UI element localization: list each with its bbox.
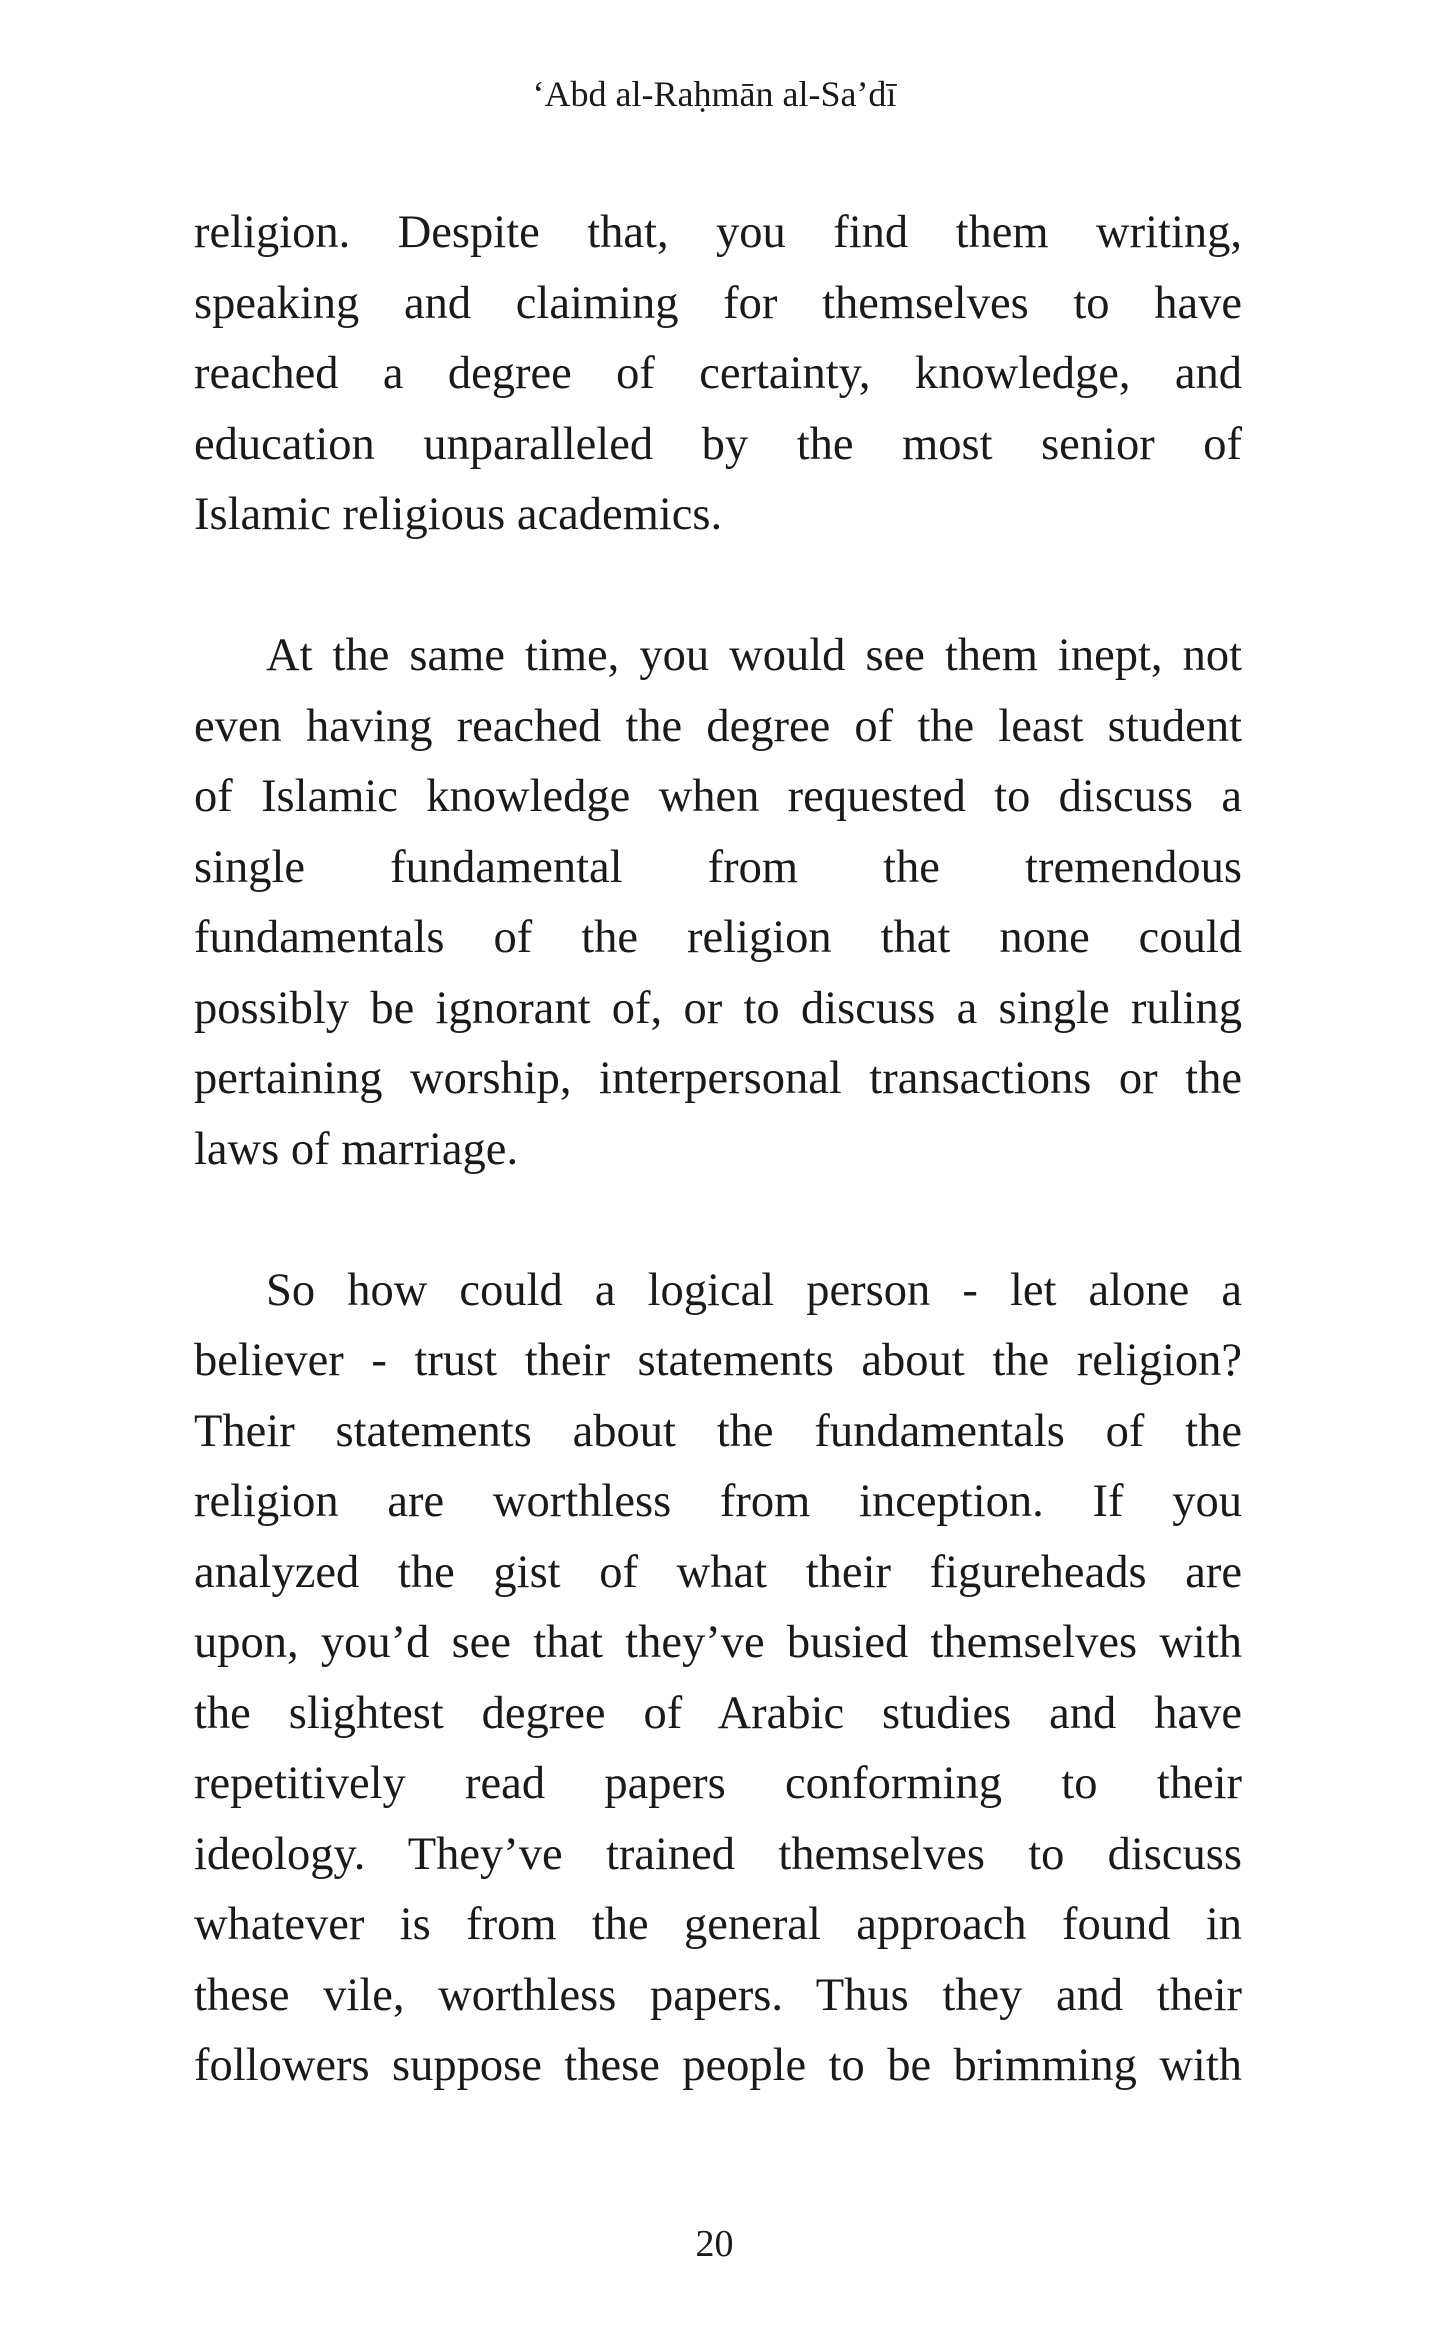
text-line: religion. Despite that, you find them writing, xyxy=(194,207,1242,258)
text-line: reached a degree of certainty, knowledge, and xyxy=(194,348,1242,399)
text-line: pertaining worship, interpersonal transactions or the xyxy=(194,1053,1242,1104)
text-line: laws of marriage. xyxy=(194,1123,519,1175)
text-line: So how could a logical person - let alone a xyxy=(266,1264,1242,1316)
body-text xyxy=(194,198,1242,2102)
text-line: speaking and claiming for themselves to have xyxy=(194,277,1242,329)
running-header: ‘Abd al-Raḥmān al-Sa’dī xyxy=(532,74,897,114)
text-line: religion are worthless from inception. If you xyxy=(194,1476,1242,1527)
text-line: whatever is from the general approach found in xyxy=(194,1899,1242,1950)
text-line: of Islamic knowledge when requested to discuss a xyxy=(194,771,1242,822)
text-line: Islamic religious academics. xyxy=(194,489,723,540)
text-line: possibly be ignorant of, or to discuss a single ruling xyxy=(194,982,1242,1034)
paragraph-1 xyxy=(194,198,1242,551)
text-line: education unparalleled by the most senior of xyxy=(194,418,1242,470)
page-number: 20 xyxy=(695,2223,734,2265)
text-line: ideology. They’ve trained themselves to discuss xyxy=(194,1828,1242,1880)
text-line: analyzed the gist of what their figureheads are xyxy=(194,1546,1242,1598)
text-line: upon, you’d see that they’ve busied themselves with xyxy=(194,1617,1242,1668)
text-line: even having reached the degree of the least student xyxy=(194,700,1242,752)
text-line: Their statements about the fundamentals of the xyxy=(194,1405,1242,1457)
text-line: followers suppose these people to be brimming with xyxy=(194,2040,1242,2091)
paragraph-3 xyxy=(194,1256,1242,2102)
text-line: the slightest degree of Arabic studies and have xyxy=(194,1687,1242,1739)
text-line: believer - trust their statements about the religion? xyxy=(194,1335,1242,1386)
text-line: At the same time, you would see them inept, not xyxy=(266,630,1242,681)
text-line: fundamentals of the religion that none could xyxy=(194,912,1242,963)
text-line: single fundamental from the tremendous xyxy=(194,841,1242,893)
text-line: these vile, worthless papers. Thus they and their xyxy=(194,1969,1242,2021)
paragraph-2 xyxy=(194,621,1242,1185)
text-line: repetitively read papers conforming to their xyxy=(194,1758,1242,1809)
